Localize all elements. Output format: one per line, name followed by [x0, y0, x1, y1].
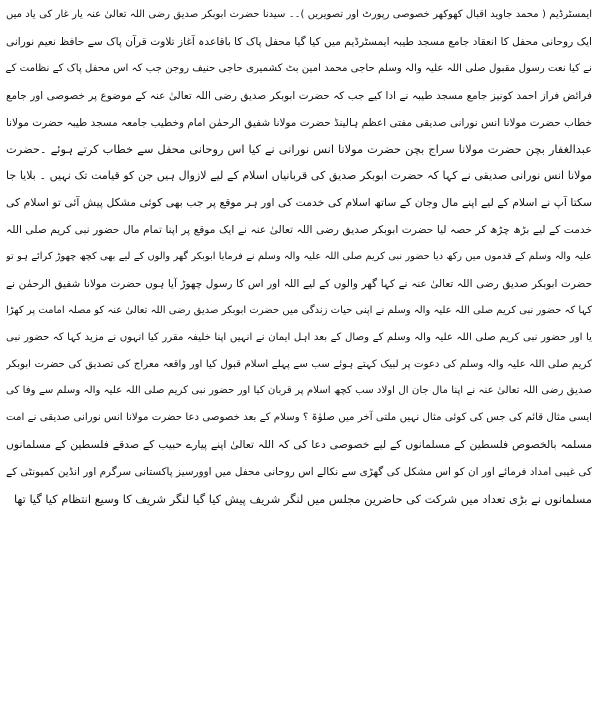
article-line: کریم صلی اللہ علیہ والہ وسلم کی دعوت پر لبیک کہتے ہوئے سب سے پہلے اسلام قبول کیا اور واقعہ معراج کی تصدیق کی حضرت ابوبکر [6, 358, 592, 370]
article-line: کی غیبی امداد فرمائے اور ان کو اس مشکل کی گھڑی سے نکالے اس روحانی محفل میں اوورسیز پاکستانی سرگرم اور انڈین کمیونٹی کے [6, 466, 592, 479]
article-line: سکتا آپ نے اسلام کے لیے اپنے مال وجان کے ساتھ اسلام کی خدمت کی اور ہر موقع پر جب بھی کوئی مشکل پیش آئی تو اسلام کی [6, 196, 592, 210]
article-line: مولانا انس نورانی صدیقی نے کہا کہ حضرت ابوبکر صدیق کی قربانیاں اسلام کے لیے لازوال ہیں جن کو قیامت تک نہیں ۔ بلایا جا [6, 169, 592, 183]
article-line: خطاب حضرت مولانا انس نورانی صدیقی مفتی اعظم ہالینڈ حضرت مولانا شفیق الرحمٰن امام وخطیب جامعہ مسجد طیبہ حضرت مولانا [6, 116, 592, 129]
article-line: حضرت ابوبکر صدیق رضی اللہ تعالیٰ عنہ نے کہا گھر والوں کے لیے اللہ اور اس کا رسول چھوڑ آیا ہوں حضرت مولانا شفیق الرحمٰن نے [6, 277, 592, 290]
news-article [6, 2, 592, 513]
article-line: فرائض فراز احمد کونیز جامع مسجد طیبہ نے ادا کیے جب کہ حضرت ابوبکر صدیق رضی اللہ تعالیٰ عنہ کے موضوع پر خصوصی اور جامع [6, 89, 592, 102]
article-line: عبدالغفار بچن حضرت مولانا سراج بچن حضرت مولانا انس نورانی نے کیا اس روحانی محفل سے خطاب کرتے ہوئے ۔حضرت [6, 142, 592, 157]
article-line: ایمسٹرڈیم ( محمد جاوید اقبال کھوکھر خصوصی رپورٹ اور تصویریں )۔۔ سیدنا حضرت ابوبکر صدیق رضی اللہ تعالیٰ عنہ یار غار کی یاد میں [6, 9, 592, 20]
article-line: یا اور حضور نبی کریم صلی اللہ علیہ والہ وسلم کے وصال کے بعد اہل ایمان نے انہیں اپنا خلیفہ مقرر کیا انہوں نے مزید کہا کہ حضور نبی [6, 331, 592, 343]
article-line: صدیق رضی اللہ تعالیٰ عنہ نے اپنا مال جان ال اولاد سب کچھ اسلام پر قربان کیا اور حضور نبی کریم صلی اللہ علیہ والہ وسلم سے وفا کی [6, 385, 592, 397]
article-line: مسلمہ بالخصوص فلسطین کے مسلمانوں کے لیے خصوصی دعا کی کہ اللہ تعالیٰ اپنے پیارے حبیب کے صدقے فلسطین کے مسلمانوں [6, 438, 592, 452]
article-line: ایسی مثال قائم کی جس کی کوئی مثال نہیں ملتی آخر میں صلوٰۃ ؟ وسلام کے بعد خصوصی دعا حضرت مولانا انس نورانی صدیقی نے امت [6, 412, 592, 424]
article-line: کہا کہ حضور نبی کریم صلی اللہ علیہ والہ وسلم نے اپنی حیات زندگی میں حضرت ابوبکر صدیق رضی اللہ تعالیٰ عنہ کو مصلہ امامت پر کھڑا [6, 304, 592, 316]
article-line: نے کیا نعت رسول مقبول صلی اللہ علیہ والہ وسلم حاجی محمد امین بٹ کشمیری حاجی حنیف روجن جب کہ اس محفل پاک کے نظامت کے [6, 62, 592, 74]
article-line: ایک روحانی محفل کا انعقاد جامع مسجد طیبہ ایمسٹرڈیم میں کیا گیا محفل پاک کا باقاعدہ آغاز تلاوت قرآن پاک سے حافظ نعیم نورانی [6, 35, 592, 48]
article-line-last: مسلمانوں نے بڑی تعداد میں شرکت کی حاضرین مجلس میں لنگر شریف پیش کیا گیا لنگر شریف کا وسیع انتظام کیا گیا تھا [13, 492, 592, 507]
article-line: خدمت کے لیے بڑھ چڑھ کر حصہ لیا حضرت ابوبکر صدیق رضی اللہ تعالیٰ عنہ نے ایک موقع پر اپنا تمام مال حضور نبی کریم صلی اللہ [6, 224, 592, 237]
article-line: علیہ والہ وسلم کے قدموں میں رکھ دیا حضور نبی کریم صلی اللہ علیہ والہ وسلم نے فرمایا ابوبکر گھر والوں کے لیے بھی کچھ چھوڑ کرائے ہو تو [6, 251, 592, 263]
